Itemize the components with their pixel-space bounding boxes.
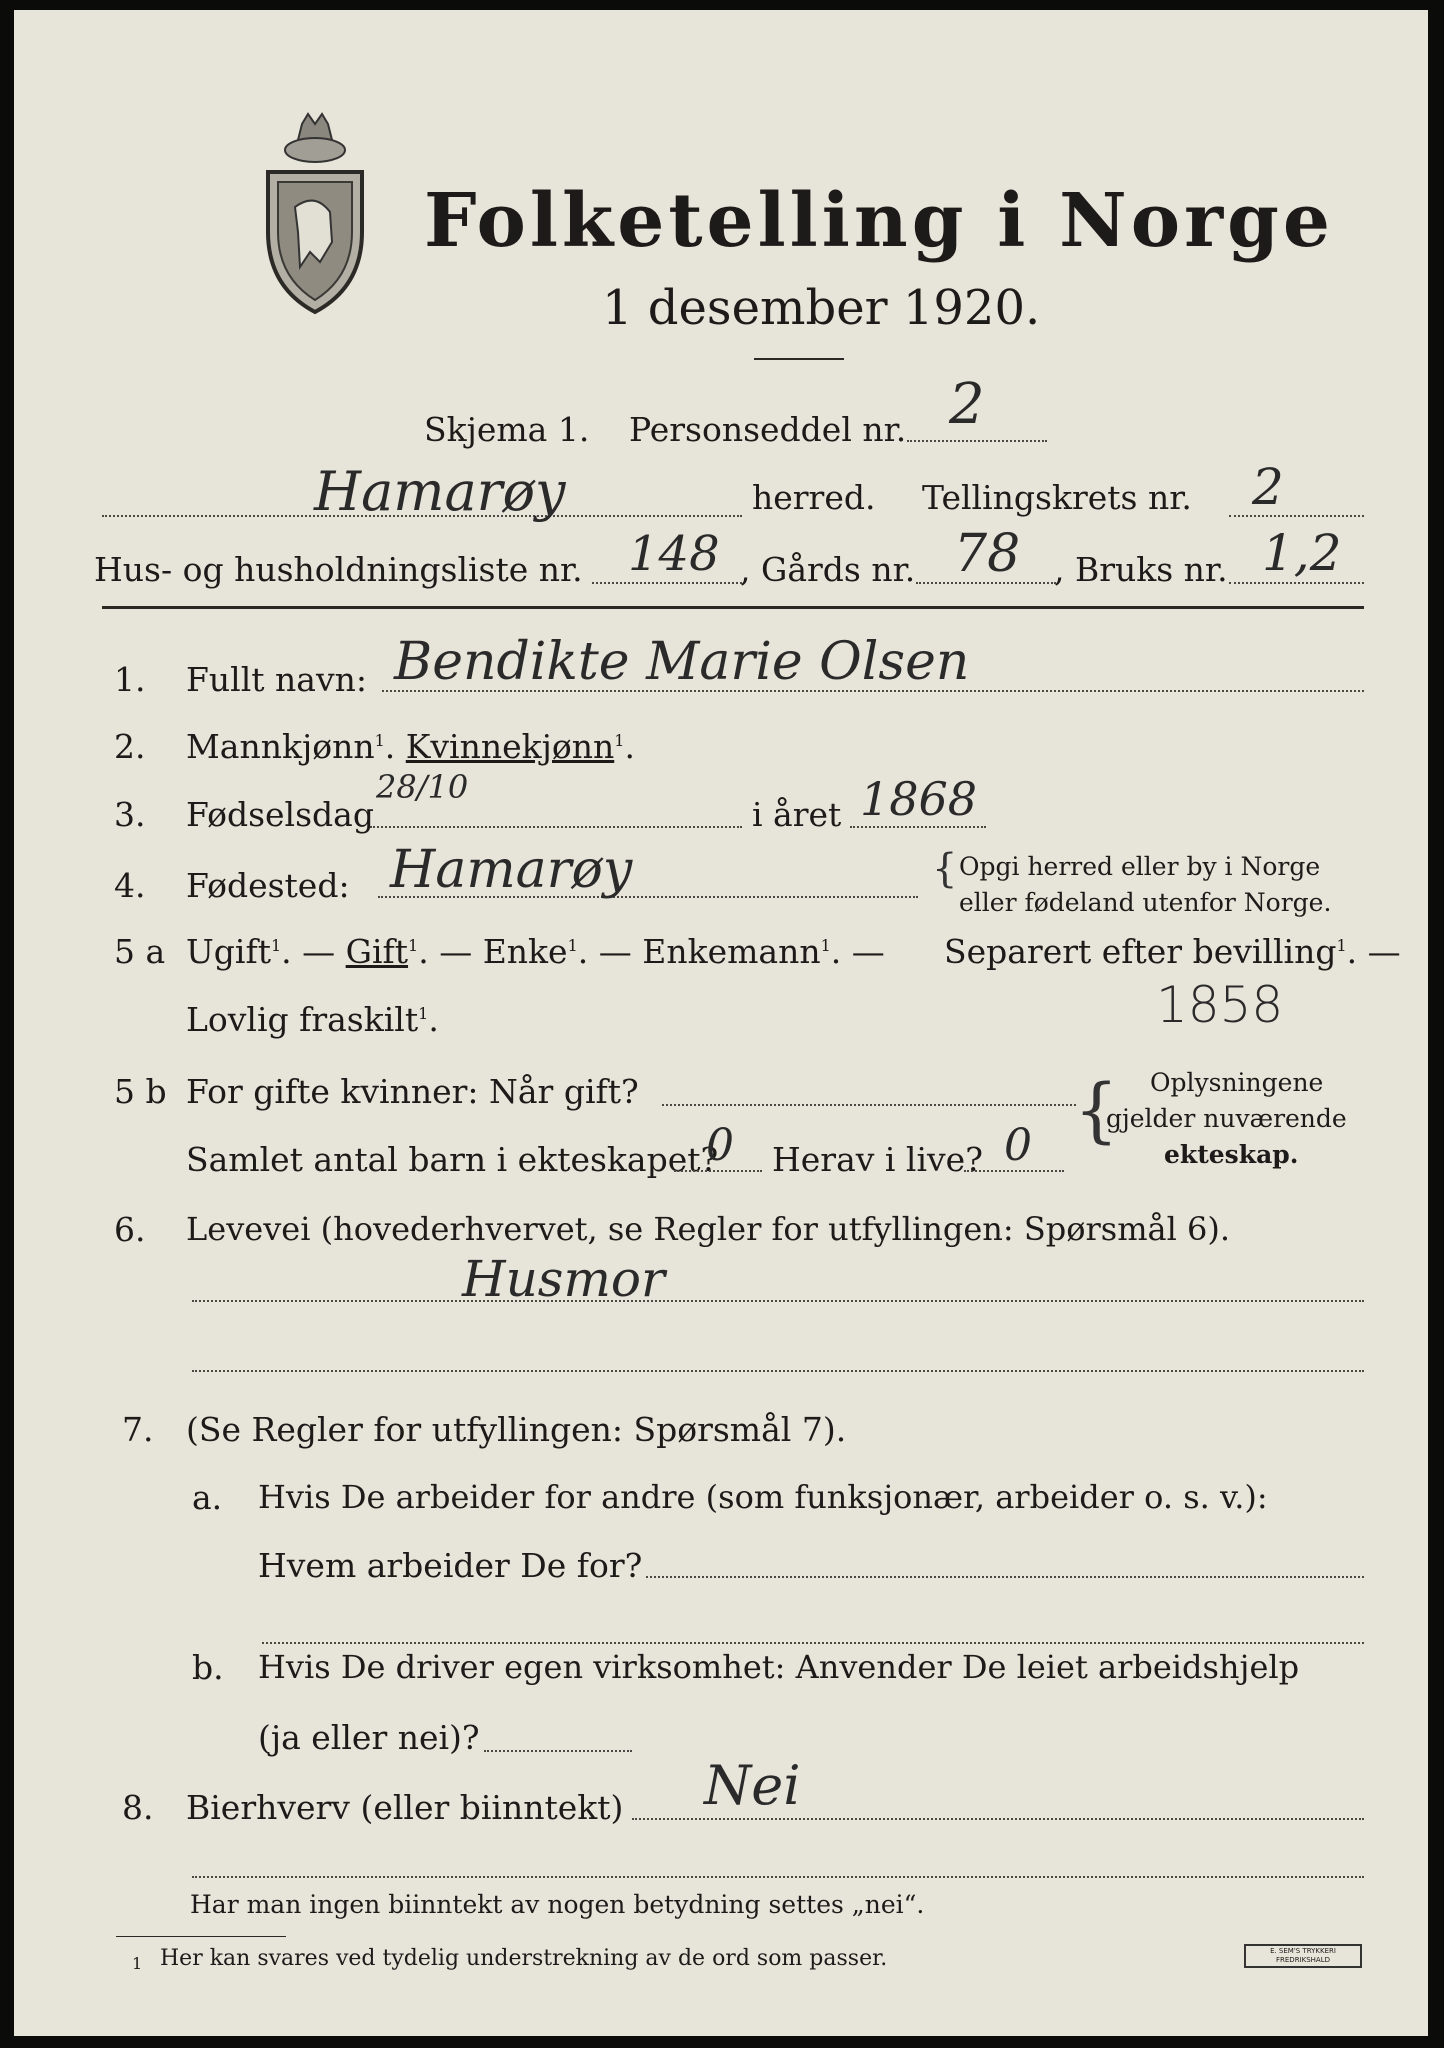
- q3-label: Fødselsdag: [186, 795, 374, 834]
- q2-options: Mannkjønn$^1$. Kvinnekjønn$^1$.: [186, 727, 635, 766]
- bruks-label: , Bruks nr.: [1054, 550, 1228, 589]
- q5b-note-3: ekteskap.: [1164, 1140, 1299, 1169]
- q6-line-1: [192, 1300, 1364, 1302]
- q6-label: Levevei (hovederhvervet, se Regler for utfyllingen: Spørsmål 6).: [186, 1210, 1231, 1248]
- tellingskrets-label: Tellingskrets nr.: [922, 478, 1192, 517]
- tellingskrets-value: 2: [1252, 458, 1284, 516]
- q2-number: 2.: [114, 727, 146, 766]
- q4-note-1: Opgi herred eller by i Norge: [959, 852, 1321, 881]
- q6-line-2: [192, 1370, 1364, 1372]
- q7-number: 7.: [122, 1410, 154, 1449]
- q7b-number: b.: [192, 1648, 224, 1687]
- q4-note-2: eller fødeland utenfor Norge.: [959, 888, 1332, 917]
- q7b-label2: (ja eller nei)?: [258, 1718, 480, 1757]
- q7a-label2: Hvem arbeider De for?: [258, 1546, 643, 1585]
- gards-label: , Gårds nr.: [740, 550, 916, 589]
- q5b-label: For gifte kvinner: Når gift?: [186, 1072, 639, 1111]
- q5a-options: Ugift$^1$. — Gift$^1$. — Enke$^1$. — Enkemann$^1$. —: [186, 932, 885, 971]
- q5a-enkemann: Enkemann: [642, 932, 821, 971]
- printer-stamp: E. SEM'S TRYKKERI FREDRIKSHALD: [1244, 1944, 1362, 1968]
- q3-year-label: i året: [752, 795, 842, 834]
- footnote-mark: 1: [132, 1954, 143, 1973]
- husholdning-label: Hus- og husholdningsliste nr.: [94, 550, 583, 589]
- q8-line-1: [632, 1818, 1364, 1820]
- q7b-label: Hvis De driver egen virksomhet: Anvender De leiet arbeidshjelp: [258, 1648, 1300, 1686]
- schema-label: Skjema 1.: [424, 410, 590, 449]
- bruks-line: [1229, 582, 1364, 584]
- q1-label: Fullt navn:: [186, 660, 367, 699]
- q5b-brace: {: [1074, 1069, 1119, 1151]
- q8-value: Nei: [704, 1754, 801, 1817]
- q5b-barn-value: 0: [706, 1120, 734, 1171]
- q5a-ugift: Ugift: [186, 932, 271, 971]
- q5b-barn-label: Samlet antal barn i ekteskapet?: [186, 1140, 719, 1179]
- q7b-line: [484, 1750, 632, 1752]
- title-divider: [754, 358, 844, 360]
- q5b-number: 5 b: [114, 1072, 167, 1111]
- q7-label: (Se Regler for utfyllingen: Spørsmål 7).: [186, 1410, 847, 1449]
- q5a-gift: Gift: [345, 932, 409, 971]
- q7a-label: Hvis De arbeider for andre (som funksjonær, arbeider o. s. v.):: [258, 1478, 1268, 1516]
- q3-number: 3.: [114, 795, 146, 834]
- q3-year-value: 1868: [860, 772, 978, 826]
- q2-mann: Mannkjønn: [186, 727, 375, 766]
- census-form: [14, 10, 1428, 2036]
- q3-line: [370, 826, 742, 828]
- q1-number: 1.: [114, 660, 146, 699]
- q4-label: Fødested:: [186, 866, 350, 905]
- q5a-separert: Separert efter bevilling$^1$. —: [944, 932, 1401, 971]
- bruks-value: 1,2: [1262, 524, 1342, 582]
- q5b-live-label: Herav i live?: [772, 1140, 983, 1179]
- coat-of-arms-icon: [250, 112, 380, 322]
- census-date: 1 desember 1920.: [602, 280, 1041, 336]
- q2-kvinne: Kvinnekjønn: [405, 727, 615, 766]
- personseddel-label: Personseddel nr.: [629, 410, 907, 449]
- q5a-fraskilt: Lovlig fraskilt$^1$.: [186, 1000, 439, 1039]
- form-title: Folketelling i Norge: [424, 178, 1334, 264]
- tellingskrets-line: [1229, 515, 1364, 517]
- q7a-number: a.: [192, 1478, 223, 1517]
- herred-value: Hamarøy: [314, 460, 566, 523]
- q6-number: 6.: [114, 1210, 146, 1249]
- q5b-live-value: 0: [1004, 1120, 1032, 1171]
- q6-value: Husmor: [462, 1250, 665, 1308]
- gards-value: 78: [954, 524, 1021, 584]
- husholdning-line: [592, 582, 742, 584]
- husholdning-value: 148: [628, 526, 720, 582]
- q4-number: 4.: [114, 866, 146, 905]
- q4-value: Hamarøy: [390, 840, 633, 900]
- q7a-line-1: [646, 1576, 1364, 1578]
- q5b-gift-line: [662, 1104, 1076, 1106]
- personseddel-value: 2: [949, 372, 985, 437]
- herred-label: herred.: [752, 478, 876, 517]
- q5a-number: 5 a: [114, 932, 166, 971]
- header-divider: [102, 606, 1364, 609]
- q1-value: Bendikte Marie Olsen: [394, 632, 970, 692]
- footnote-rule: [116, 1936, 286, 1937]
- q5b-note-1: Oplysningene: [1150, 1068, 1324, 1097]
- q7a-line-2: [262, 1642, 1364, 1644]
- q5a-annotation: 1858: [1156, 976, 1284, 1034]
- q8-number: 8.: [122, 1788, 154, 1827]
- q3-year-line: [850, 826, 986, 828]
- q4-brace: {: [932, 846, 958, 892]
- footnote-text: Her kan svares ved tydelig understrekning av de ord som passer.: [160, 1946, 888, 1971]
- q8-line-2: [192, 1876, 1364, 1878]
- q3-value: 28/10: [376, 768, 469, 806]
- q5b-note-2: gjelder nuværende: [1106, 1104, 1347, 1133]
- q5a-enke: Enke: [482, 932, 568, 971]
- q8-note: Har man ingen biinntekt av nogen betydning settes „nei“.: [190, 1890, 925, 1919]
- q8-label: Bierhverv (eller biinntekt): [186, 1788, 624, 1827]
- personseddel-line: [907, 440, 1047, 442]
